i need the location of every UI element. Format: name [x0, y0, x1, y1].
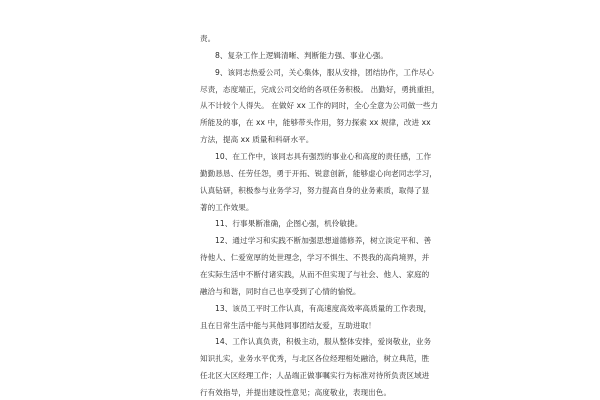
text-line: 待他人、仁爱宽厚的处世理念，学习不惧生、不畏我的高尚境界，并	[200, 253, 430, 262]
text-line: 所能及的事，在 xx 中，能够带头作用，努力探索 xx 规律，改进 xx	[200, 118, 431, 127]
text-line: 知识扎实，业务水平优秀，与北区各位经理相处融洽，树立典范，胜	[200, 354, 430, 363]
text-line: 且在日常生活中能与其他同事团结友爱，互助进取！	[200, 321, 376, 330]
text-line: 13、该员工平时工作认真，有高速度高效率高质量的工作表现，	[215, 304, 432, 313]
text-line: 认真钻研，积极参与业务学习，努力提高自身的业务素质，取得了显	[200, 186, 430, 195]
text-line: 勤勤恳恳、任劳任怨，勇于开拓、锐意创新，能够虚心向老同志学习，	[200, 169, 437, 178]
text-line: 8、复杂工作上逻辑清晰、判断能力强、事业心强。	[215, 51, 389, 60]
text-line: 方法，提高 xx 质量和科研水平。	[200, 135, 314, 144]
text-line: 任北区大区经理工作；人品端正做事嘱实行为标准对待所负责区域进	[200, 371, 430, 380]
text-line: 在实际生活中不断付诸实践，从而不但实现了与社会、他人、家庭的	[200, 270, 430, 279]
text-line: 责。	[200, 34, 216, 43]
text-line: 尽责，态度端正，完成公司交给的各项任务积极。 出勤好，勇挑重担，	[200, 85, 440, 94]
text-line: 10、在工作中，该同志具有强烈的事业心和高度的责任感，工作	[215, 152, 432, 161]
text-line: 12、通过学习和实践不断加强思想道德修养，树立淡定平和、善	[215, 236, 432, 245]
text-line: 从不计较个人得失。 在做好 xx 工作的同时，全心全意为公司做一些力	[200, 101, 439, 110]
text-line: 14、工作认真负责，积极主动，服从整体安排，爱岗敬业，业务	[215, 337, 432, 346]
text-line: 著的工作效果。	[200, 203, 254, 212]
text-line: 9、该同志热爱公司，关心集体，服从安排，团结协作，工作尽心	[215, 68, 434, 77]
text-line: 11、行事果断准确，企图心强，机伶敏捷。	[215, 219, 363, 228]
text-line: 融洽与和谐，同时自己也享受到了心情的愉悦。	[200, 287, 361, 296]
text-line: 行有效指导，并提出建设性意见；高度敬业，表现出色。	[200, 388, 392, 397]
